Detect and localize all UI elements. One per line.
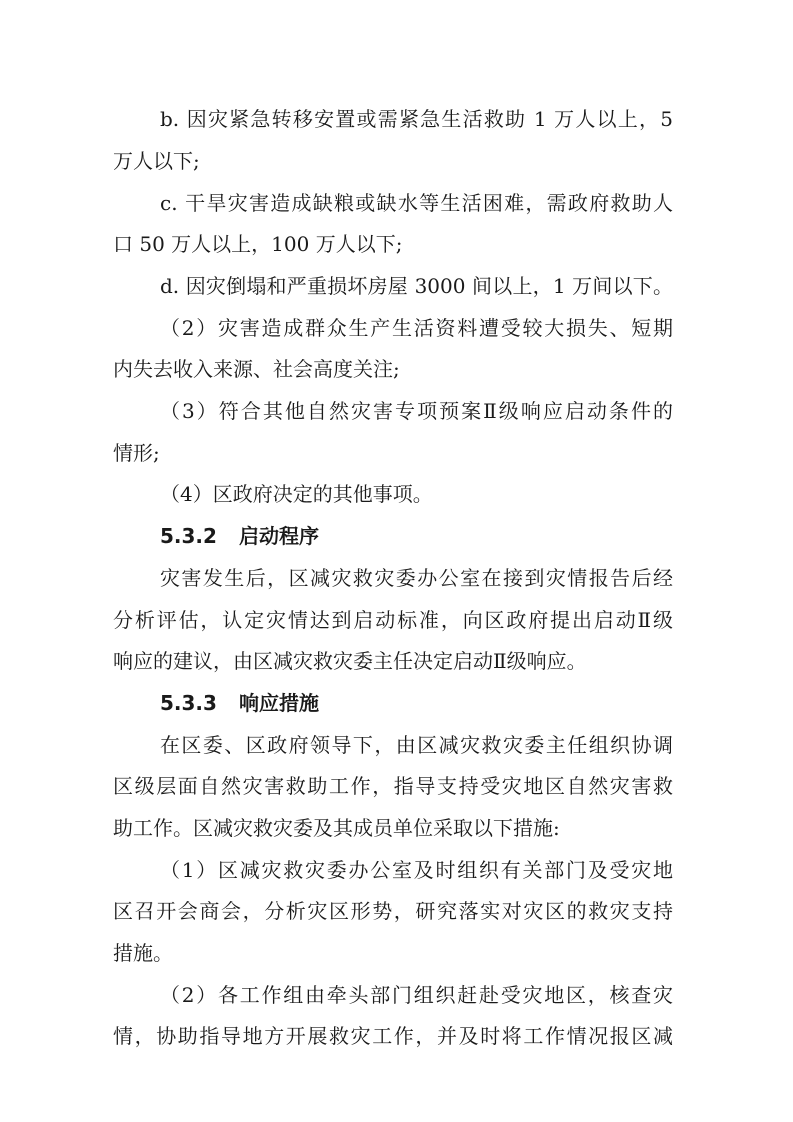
item-3-line1: （3）符合其他自然灾害专项预案Ⅱ级响应启动条件的 [160,399,673,423]
section-532-line2: 分析评估，认定灾情达到启动标准，向区政府提出启动Ⅱ级 [113,608,673,632]
measure-2-line1: （2）各工作组由牵头部门组织赶赴受灾地区，核查灾 [160,983,673,1007]
measure-1-line2: 区召开会商会，分析灾区形势，研究落实对灾区的救灾支持 [113,899,673,923]
para-b-line1: b. 因灾紧急转移安置或需紧急生活救助 1 万人以上，5 [160,107,673,131]
section-532-number: 5.3.2 [160,524,217,548]
item-3-line2: 情形; [113,441,160,465]
section-533-number: 5.3.3 [160,691,217,715]
item-2-line1: （2）灾害造成群众生产生活资料遭受较大损失、短期 [160,316,673,340]
section-533-line3: 助工作。区减灾救灾委及其成员单位采取以下措施: [113,816,560,840]
para-d-line1: d. 因灾倒塌和严重损坏房屋 3000 间以上，1 万间以下。 [160,274,673,298]
section-532-heading [160,521,319,551]
measure-1-line1: （1）区减灾救灾委办公室及时组织有关部门及受灾地 [160,858,673,882]
measure-1-line3: 措施。 [113,941,173,965]
section-533-heading [160,688,319,718]
item-4-line1: （4）区政府决定的其他事项。 [160,482,433,506]
section-532-line1: 灾害发生后，区减灾救灾委办公室在接到灾情报告后经 [160,566,673,590]
section-533-title: 响应措施 [238,691,319,715]
section-533-line1: 在区委、区政府领导下，由区减灾救灾委主任组织协调 [160,733,673,757]
measure-2-line2: 情，协助指导地方开展救灾工作，并及时将工作情况报区减 [113,1024,673,1048]
section-532-line3: 响应的建议，由区减灾救灾委主任决定启动Ⅱ级响应。 [113,649,587,673]
para-c-line1: c. 干旱灾害造成缺粮或缺水等生活困难，需政府救助人 [160,191,673,215]
para-b-line2: 万人以下; [113,149,200,173]
section-533-line2: 区级层面自然灾害救助工作，指导支持受灾地区自然灾害救 [113,774,673,798]
section-532-title: 启动程序 [238,524,319,548]
item-2-line2: 内失去收入来源、社会高度关注; [113,357,400,381]
para-c-line2: 口 50 万人以上，100 万人以下; [113,232,403,256]
